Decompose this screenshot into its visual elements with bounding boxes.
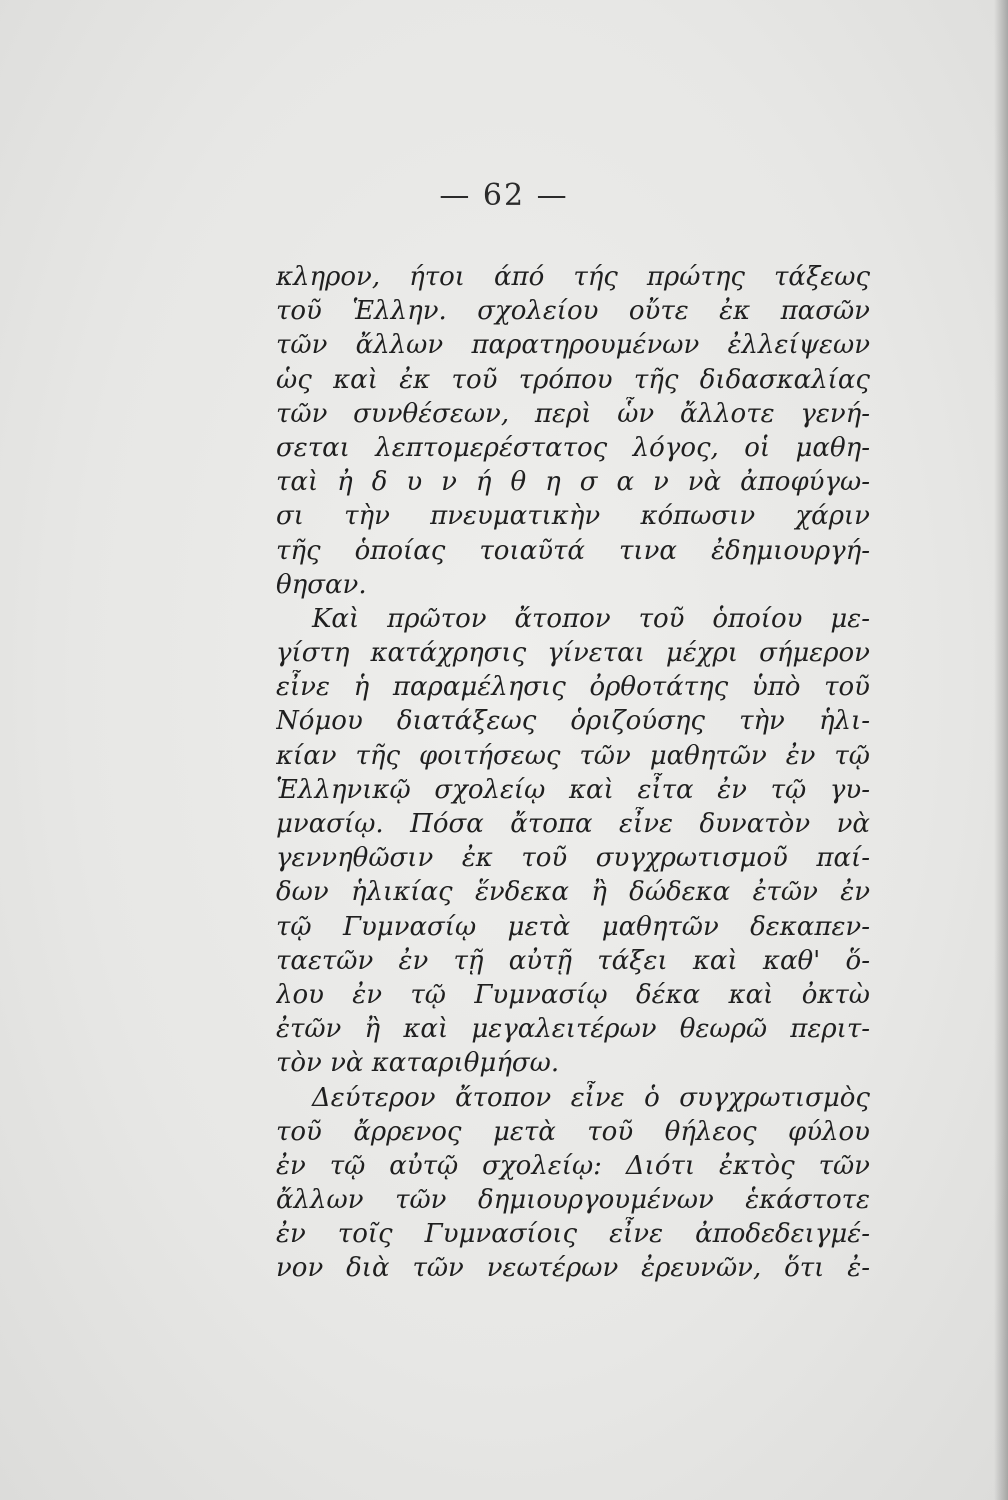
- text-line: κίαν τῆς φοιτήσεως τῶν μαθητῶν ἐν τῷ: [276, 740, 870, 771]
- paragraph-start-line: Καὶ πρῶτον ἄτοπον τοῦ ὁποίου με-: [312, 603, 870, 634]
- text-line: τῆς ὁποίας τοιαῦτά τινα ἐδημιουργή-: [276, 535, 870, 566]
- page-number: — 62 —: [439, 178, 569, 213]
- text-line: τὸν νὰ καταριθμήσω.: [276, 1048, 560, 1079]
- text-line: ἐτῶν ἢ καὶ μεγαλειτέρων θεωρῶ περιτ-: [276, 1014, 870, 1045]
- text-line: γίστη κατάχρησις γίνεται μέχρι σήμερον: [276, 638, 870, 669]
- page-edge-shadow: [994, 0, 1008, 1500]
- text-line: ταετῶν ἐν τῇ αὐτῇ τάξει καὶ καθ' ὅ-: [276, 945, 870, 976]
- text-line: σεται λεπτομερέστατος λόγος, οἱ μαθη-: [276, 432, 870, 463]
- text-line: νον διὰ τῶν νεωτέρων ἐρευνῶν, ὅτι ἐ-: [276, 1253, 870, 1284]
- text-line: λου ἐν τῷ Γυμνασίῳ δέκα καὶ ὀκτὼ: [276, 979, 870, 1010]
- text-line: ἐν τοῖς Γυμνασίοις εἶνε ἀποδεδειγμέ-: [276, 1219, 870, 1250]
- text-line: τῶν ἄλλων παρατηρουμένων ἐλλείψεων: [276, 330, 870, 361]
- text-line: ταὶ ἠ δ υ ν ή θ η σ α ν νὰ ἀποφύγω-: [276, 467, 870, 498]
- text-line: μνασίῳ. Πόσα ἄτοπα εἶνε δυνατὸν νὰ: [276, 809, 870, 839]
- text-line: σι τὴν πνευματικὴν κόπωσιν χάριν: [276, 501, 870, 532]
- text-line: τοῦ Ἑλλην. σχολείου οὔτε ἐκ πασῶν: [276, 296, 870, 327]
- text-line: τῶν συνθέσεων, περὶ ὧν ἄλλοτε γενή-: [276, 398, 870, 429]
- text-line: Νόμου διατάξεως ὁριζούσης τὴν ἡλι-: [276, 706, 870, 737]
- text-line: θησαν.: [276, 569, 367, 600]
- text-line: τοῦ ἄρρενος μετὰ τοῦ θήλεος φύλου: [276, 1116, 870, 1147]
- body-text: [276, 260, 870, 1286]
- text-line: ὡς καὶ ἐκ τοῦ τρόπου τῆς διδασκαλίας: [276, 364, 870, 395]
- text-line: ἐν τῷ αὐτῷ σχολείῳ: Διότι ἐκτὸς τῶν: [276, 1150, 870, 1181]
- text-line: Ἑλληνικῷ σχολείῳ καὶ εἶτα ἐν τῷ γυ-: [276, 774, 870, 805]
- text-line: εἶνε ἡ παραμέλησις ὀρθοτάτης ὑπὸ τοῦ: [276, 672, 870, 703]
- text-line: τῷ Γυμνασίῳ μετὰ μαθητῶν δεκαπεν-: [276, 911, 870, 942]
- text-line: ἄλλων τῶν δημιουργουμένων ἑκάστοτε: [276, 1185, 870, 1216]
- text-line: γεννηθῶσιν ἐκ τοῦ συγχρωτισμοῦ παί-: [276, 843, 870, 874]
- text-line: κληρον, ήτοι άπό τής πρώτης τάξεως: [276, 262, 870, 292]
- paragraph-start-line: Δεύτερον ἄτοπον εἶνε ὁ συγχρωτισμὸς: [312, 1082, 870, 1113]
- text-line: δων ἡλικίας ἕνδεκα ἢ δώδεκα ἐτῶν ἐν: [276, 877, 870, 908]
